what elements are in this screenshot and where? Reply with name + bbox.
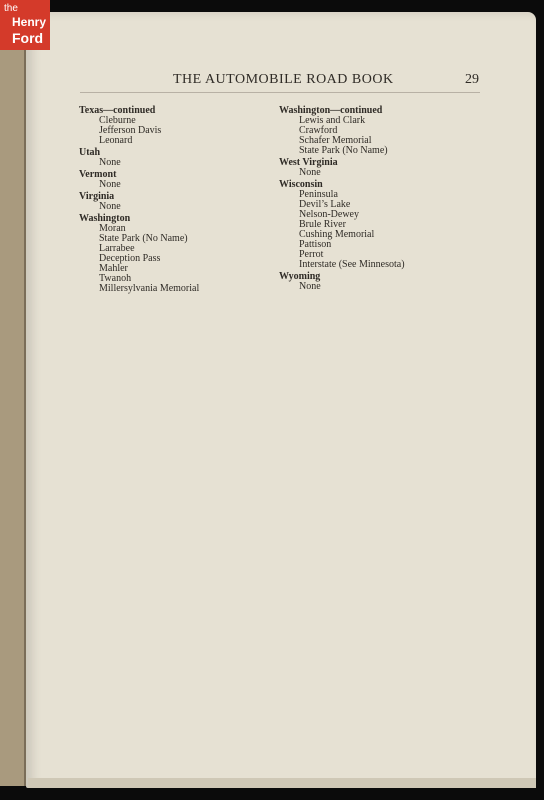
state-heading: Washington—continued xyxy=(279,105,383,116)
park-entry: State Park (No Name) xyxy=(299,145,388,156)
park-entry: Millersylvania Memorial xyxy=(99,283,200,294)
park-entry: Cushing Memorial xyxy=(299,229,375,240)
state-heading: Wyoming xyxy=(279,271,321,282)
page-number: 29 xyxy=(465,72,479,87)
state-heading: Utah xyxy=(79,147,101,158)
header-rule xyxy=(80,92,480,93)
logo-text-henry: Henry xyxy=(12,15,47,29)
park-entry: Peninsula xyxy=(299,189,338,200)
page-bottom-edge xyxy=(28,778,536,788)
park-entry: Interstate (See Minnesota) xyxy=(299,259,405,270)
park-entry: None xyxy=(99,157,121,168)
park-entry: Schafer Memorial xyxy=(299,135,372,146)
left-column xyxy=(79,104,199,294)
logo-text-the: the xyxy=(4,3,18,14)
park-entry: Perrot xyxy=(299,249,324,260)
park-entry: None xyxy=(299,281,321,292)
park-entry: Cleburne xyxy=(99,115,136,126)
state-heading: Wisconsin xyxy=(279,179,323,190)
park-entry: None xyxy=(99,201,121,212)
park-entry: Pattison xyxy=(299,239,332,250)
state-heading: Washington xyxy=(79,213,131,224)
state-heading: Vermont xyxy=(79,169,117,180)
state-heading: Virginia xyxy=(79,191,115,202)
park-entry: Moran xyxy=(99,223,126,234)
state-heading: West Virginia xyxy=(279,157,338,168)
park-entry: Larrabee xyxy=(99,243,135,254)
park-entry: Devil’s Lake xyxy=(299,199,351,210)
park-entry: None xyxy=(99,179,121,190)
park-entry: Brule River xyxy=(299,219,346,230)
park-entry: State Park (No Name) xyxy=(99,233,188,244)
park-entry: Mahler xyxy=(99,263,128,274)
state-heading: Texas—continued xyxy=(79,105,156,116)
logo-text-ford: Ford xyxy=(12,30,44,46)
park-entry: Twanoh xyxy=(99,273,132,284)
park-entry: Jefferson Davis xyxy=(99,125,162,136)
right-column xyxy=(279,104,405,292)
park-entry: None xyxy=(299,167,321,178)
park-entry: Nelson-Dewey xyxy=(299,209,359,220)
park-entry: Leonard xyxy=(99,135,133,146)
henry-ford-logo xyxy=(0,0,50,50)
park-entry: Deception Pass xyxy=(99,253,161,264)
page-header-title: THE AUTOMOBILE ROAD BOOK xyxy=(173,72,394,87)
park-entry: Crawford xyxy=(299,125,338,136)
park-entry: Lewis and Clark xyxy=(299,115,366,126)
